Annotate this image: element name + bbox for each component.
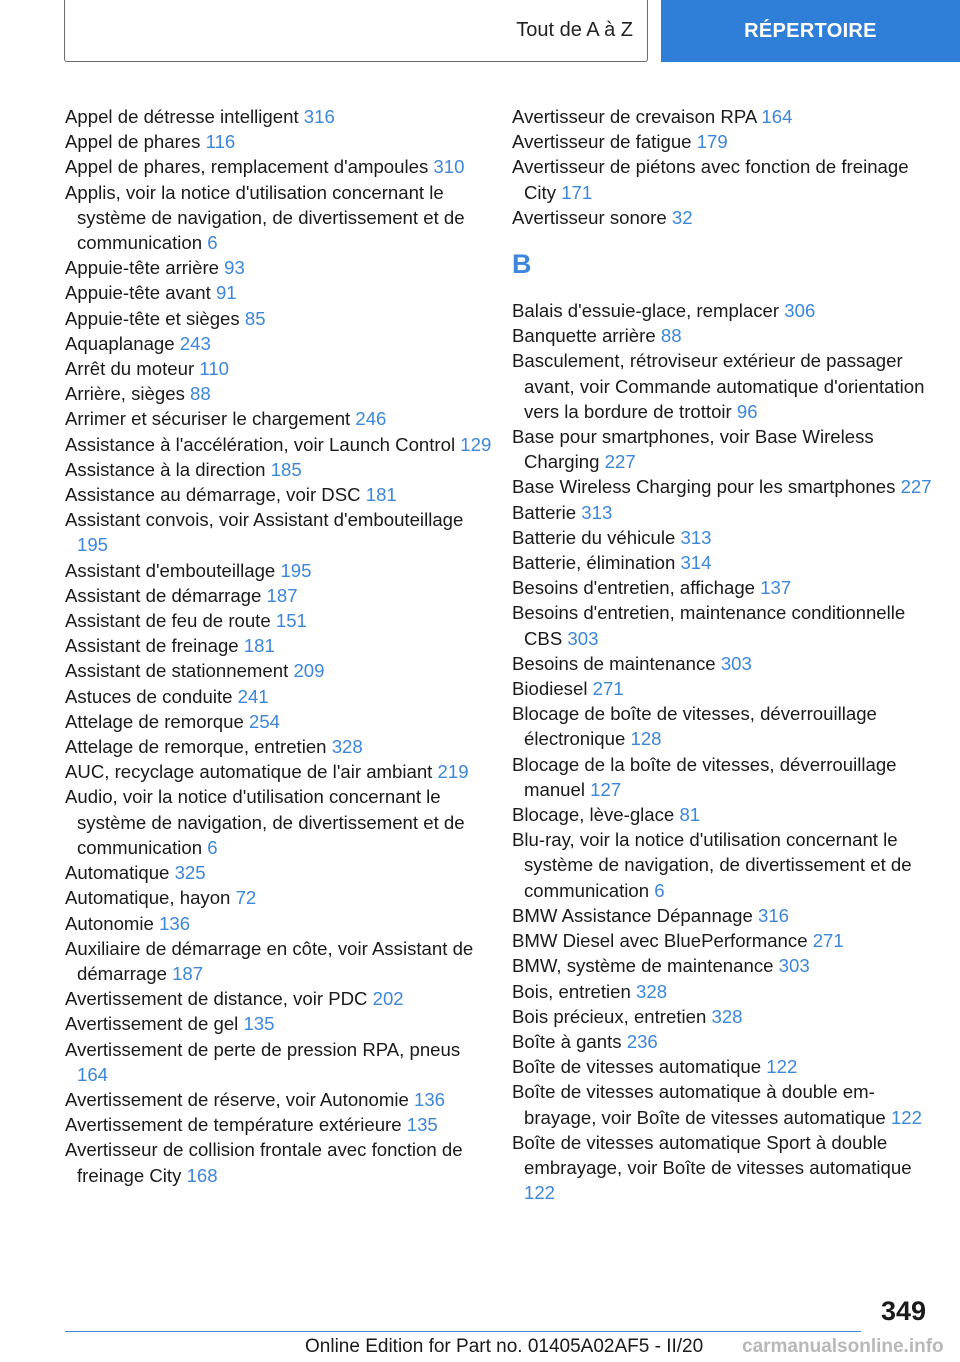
index-entry (65, 759, 495, 784)
index-entry (65, 784, 495, 860)
section-letter-b: B (512, 249, 532, 280)
page-link[interactable]: 6 (654, 879, 665, 901)
index-entry (512, 651, 932, 676)
index-entry (512, 600, 932, 650)
index-entry-text: Audio, voir la notice d'utilisation concernant le système de navigation, de divertissement et de communication (65, 786, 465, 858)
page-link[interactable]: 209 (293, 660, 325, 682)
page-link[interactable]: 6 (207, 232, 218, 254)
page-link[interactable]: 6 (207, 836, 218, 858)
index-entry-text: Boîte de vitesses automatique à double embrayage, voir Boîte de vitesses automatique (512, 1081, 886, 1128)
index-entry-text: Avertisseur de crevaison RPA (512, 106, 757, 127)
index-entry (65, 356, 495, 381)
index-entry-text: Basculement, rétroviseur extérieur de passager avant, voir Commande automatique d'orientation vers la bordure de trottoir (512, 350, 925, 422)
index-entry-text: Automatique (65, 862, 170, 884)
index-entry-text: Base Wireless Charging pour les smartphones (512, 476, 896, 498)
index-entry (512, 104, 932, 129)
page-link[interactable]: 136 (413, 1088, 446, 1110)
page-link[interactable]: 227 (900, 476, 932, 498)
index-entry (512, 752, 932, 802)
index-entry-text: BMW, système de maintenance (512, 955, 774, 977)
index-entry (512, 474, 932, 499)
index-entry (512, 575, 932, 600)
index-entry (65, 154, 495, 179)
tab-tout-de-a-a-z-label: Tout de A à Z (516, 19, 633, 41)
index-entry-text: Balais d'essuie-glace, remplacer (512, 300, 780, 322)
page-link[interactable]: 227 (604, 451, 636, 473)
index-entry (65, 986, 495, 1011)
index-entry (65, 1112, 495, 1137)
index-entry (65, 406, 495, 431)
index-entry (512, 154, 932, 204)
index-entry-text: Banquette arrière (512, 325, 656, 347)
index-entry-text: Avertisseur de piétons avec fonction de freinage City (512, 156, 909, 203)
index-group-b (512, 298, 932, 1205)
index-entry-text: Bois précieux, entretien (512, 1005, 707, 1027)
page-link[interactable]: 88 (190, 383, 211, 405)
page-link[interactable]: 187 (172, 962, 204, 984)
page-link[interactable]: 316 (757, 904, 790, 926)
index-entry (65, 734, 495, 759)
index-entry-text: Avertisseur sonore (512, 206, 667, 228)
index-entry-text: Assistant de freinage (65, 635, 239, 657)
index-entry (512, 298, 932, 323)
page-link[interactable]: 85 (244, 307, 266, 329)
index-entry (65, 1137, 495, 1187)
index-entry (512, 928, 932, 953)
index-entry-text: Batterie, élimination (512, 552, 676, 574)
index-entry (65, 432, 495, 457)
index-column-right (512, 104, 932, 1205)
page-link[interactable]: 328 (636, 980, 668, 1002)
page-link[interactable]: 127 (590, 778, 622, 800)
index-entry (65, 633, 495, 658)
index-entry (512, 323, 932, 348)
index-entry-text: Assistant de démarrage (65, 584, 262, 606)
index-entry-text: Assistant de stationnement (65, 660, 289, 682)
page-link[interactable]: 202 (372, 988, 404, 1010)
index-entry-text: Blocage de boîte de vitesses, déverrouillage électronique (512, 703, 877, 750)
page-link[interactable]: 187 (266, 584, 298, 606)
index-entry (65, 482, 495, 507)
index-entry (65, 457, 495, 482)
index-entry (65, 280, 495, 305)
index-entry-text: Autonomie (65, 912, 154, 934)
index-entry-text: Avertissement de réserve, voir Autonomie (65, 1088, 409, 1110)
index-entry-text: Besoins d'entretien, affichage (512, 577, 756, 599)
page-link[interactable]: 96 (736, 400, 758, 422)
index-entry-text: Biodiesel (512, 678, 588, 700)
index-entry-text: Assistance au démarrage, voir DSC (65, 484, 361, 506)
watermark: carmanualsonline.info (742, 1336, 944, 1357)
index-entry-text: Bois, entretien (512, 980, 631, 1002)
index-entry (65, 608, 495, 633)
index-entry-text: Avertissement de perte de pression RPA, pneus (65, 1038, 461, 1060)
index-entry-text: Appel de phares (65, 131, 201, 153)
page-link[interactable]: 241 (237, 685, 269, 707)
page-link[interactable]: 328 (711, 1005, 743, 1027)
index-entry (65, 255, 495, 280)
index-entry (512, 1029, 932, 1054)
page-link[interactable]: 168 (186, 1164, 218, 1186)
index-entry (65, 583, 495, 608)
page-link[interactable]: 185 (270, 458, 302, 480)
index-entry-text: Appuie-tête et sièges (65, 307, 240, 329)
index-entry (512, 1079, 932, 1129)
index-entry-text: Arrimer et sécuriser le chargement (65, 408, 351, 430)
index-entry-text: Batterie (512, 501, 577, 523)
index-entry (512, 1054, 932, 1079)
page-link[interactable]: 195 (77, 534, 109, 556)
index-entry (65, 684, 495, 709)
page-link[interactable]: 271 (812, 930, 844, 952)
index-entry-text: Arrière, sièges (65, 383, 185, 405)
index-entry (65, 306, 495, 331)
index-entry (512, 205, 932, 230)
page-link[interactable]: 271 (592, 678, 624, 700)
index-entry-text: Blu-ray, voir la notice d'utilisation concernant le système de navigation, de divertissement et de communication (512, 829, 912, 901)
page-link[interactable]: 136 (159, 912, 191, 934)
index-entry (65, 1011, 495, 1036)
page-link[interactable]: 164 (77, 1063, 109, 1085)
page-link[interactable]: 303 (778, 955, 810, 977)
index-entry (65, 180, 495, 256)
index-entry (512, 827, 932, 903)
index-entry-text: Appel de détresse intelligent (65, 106, 299, 127)
page-link[interactable]: 81 (679, 804, 701, 826)
index-entry-text: Boîte de vitesses automatique Sport à double embrayage, voir Boîte de vitesses automatique (512, 1131, 912, 1178)
page-link[interactable]: 195 (280, 559, 312, 581)
index-entry-text: Arrêt du moteur (65, 358, 195, 380)
page-link[interactable]: 151 (275, 610, 307, 632)
index-entry-text: Auxiliaire de démarrage en côte, voir Assistant de démarrage (65, 937, 474, 984)
index-entry-text: Blocage de la boîte de vitesses, déverrouillage manuel (512, 753, 897, 800)
index-entry-text: Assistant d'embouteillage (65, 559, 276, 581)
page-link[interactable]: 171 (561, 181, 593, 203)
index-entry (512, 676, 932, 701)
index-entry-text: Boîte à gants (512, 1030, 622, 1052)
page-link[interactable]: 313 (581, 501, 613, 523)
index-entry (512, 424, 932, 474)
page-link[interactable]: 306 (784, 300, 816, 322)
index-entry (65, 658, 495, 683)
index-entry (65, 381, 495, 406)
index-entry-text: Assistant de feu de route (65, 610, 271, 632)
index-entry (65, 911, 495, 936)
page-link[interactable]: 110 (199, 358, 230, 380)
index-entry (512, 979, 932, 1004)
page-link[interactable]: 303 (720, 652, 752, 674)
page-link[interactable]: 135 (243, 1013, 275, 1035)
index-entry-text: AUC, recyclage automatique de l'air ambiant (65, 761, 433, 783)
index-entry-text: Appuie-tête arrière (65, 257, 219, 279)
page-link[interactable]: 313 (680, 526, 712, 548)
index-entry-text: BMW Assistance Dépannage (512, 904, 753, 926)
index-entry-text: Avertissement de température extérieure (65, 1114, 402, 1136)
page-link[interactable]: 219 (437, 761, 469, 783)
page-link[interactable]: 325 (174, 862, 206, 884)
index-entry-text: Appel de phares, remplacement d'ampoules (65, 156, 429, 178)
page-link[interactable]: 129 (460, 433, 492, 455)
index-entry (512, 802, 932, 827)
page-link[interactable]: 236 (626, 1030, 658, 1052)
page-link[interactable]: 91 (215, 282, 237, 304)
page-link[interactable]: 316 (303, 106, 335, 127)
index-entry-text: Base pour smartphones, voir Base Wireless Charging (512, 426, 874, 473)
index-entry (512, 525, 932, 550)
page-link[interactable]: 179 (696, 131, 728, 153)
index-group-a (512, 104, 932, 230)
tab-repertoire-label: RÉPERTOIRE (744, 19, 877, 42)
index-entry-text: Besoins d'entretien, maintenance conditionnelle CBS (512, 602, 906, 649)
page-link[interactable]: 246 (355, 408, 387, 430)
index-entry-text: Besoins de maintenance (512, 652, 716, 674)
index-column-left (65, 104, 495, 1188)
index-entry (512, 903, 932, 928)
page-number: 349 (880, 1296, 926, 1326)
tab-repertoire[interactable] (661, 0, 960, 62)
index-entry-text: Avertissement de distance, voir PDC (65, 988, 368, 1010)
index-entry-text: Appuie-tête avant (65, 282, 211, 304)
index-entry-text: Attelage de remorque, entretien (65, 736, 327, 758)
index-entry-text: Avertisseur de fatigue (512, 131, 692, 153)
index-entry (512, 500, 932, 525)
index-entry (512, 129, 932, 154)
page-link[interactable]: 164 (761, 106, 793, 127)
index-entry (512, 348, 932, 424)
index-entry-text: Attelage de remorque (65, 710, 244, 732)
footer-edition: Online Edition for Part no. 01405A02AF5 - II/20 (305, 1336, 704, 1357)
index-entry-text: Boîte de vitesses automatique (512, 1056, 762, 1078)
index-entry (65, 507, 495, 557)
index-entry (512, 550, 932, 575)
index-entry (65, 1037, 495, 1087)
page-link[interactable]: 72 (235, 887, 257, 909)
index-entry-text: Assistance à l'accélération, voir Launch Control (65, 433, 456, 455)
index-entry-text: Blocage, lève-glace (512, 804, 675, 826)
index-entry-text: Astuces de conduite (65, 685, 233, 707)
index-entry (65, 709, 495, 734)
index-entry-text: Automatique, hayon (65, 887, 231, 909)
index-entry-text: Aquaplanage (65, 332, 175, 354)
index-entry (65, 860, 495, 885)
index-entry-text: BMW Diesel avec BluePerformance (512, 930, 808, 952)
index-entry (512, 1130, 932, 1206)
page-link[interactable]: 135 (406, 1114, 438, 1136)
index-entry (65, 104, 495, 129)
page-link[interactable]: 181 (243, 635, 275, 657)
page-link[interactable]: 314 (680, 552, 712, 574)
index-entry-text: Assistant convois, voir Assistant d'embouteillage (65, 509, 464, 531)
index-entry-text: Assistance à la direction (65, 458, 266, 480)
page-link[interactable]: 303 (567, 627, 599, 649)
index-entry (65, 936, 495, 986)
page-link[interactable]: 122 (766, 1056, 798, 1078)
index-entry (512, 1004, 932, 1029)
index-entry (512, 701, 932, 751)
page-link[interactable]: 32 (671, 206, 693, 228)
page-link[interactable]: 137 (760, 577, 792, 599)
index-entry (65, 1087, 495, 1112)
index-entry (65, 331, 495, 356)
index-entry (65, 558, 495, 583)
index-entry (512, 953, 932, 978)
page-link[interactable]: 310 (433, 156, 465, 178)
index-entry-text: Avertissement de gel (65, 1013, 239, 1035)
page-link[interactable]: 122 (524, 1182, 556, 1204)
index-entry-text: Avertisseur de collision frontale avec fonction de freinage City (65, 1139, 463, 1186)
page-link[interactable]: 88 (660, 325, 682, 347)
page-link[interactable]: 122 (890, 1106, 922, 1128)
page-link[interactable]: 128 (630, 728, 662, 750)
page-link[interactable]: 93 (224, 257, 245, 279)
page-link[interactable]: 243 (179, 332, 211, 354)
page-link[interactable]: 328 (331, 736, 363, 758)
tab-tout-de-a-a-z[interactable] (64, 0, 648, 62)
index-entry-text: Applis, voir la notice d'utilisation concernant le système de navigation, de divertissement et de communication (65, 181, 465, 254)
index-entry (65, 885, 495, 910)
page-link[interactable]: 254 (249, 710, 281, 732)
footer-rule (65, 1331, 861, 1332)
index-entry (65, 129, 495, 154)
page-link[interactable]: 116 (205, 131, 236, 153)
index-entry-text: Batterie du véhicule (512, 526, 676, 548)
page-link[interactable]: 181 (365, 484, 397, 506)
